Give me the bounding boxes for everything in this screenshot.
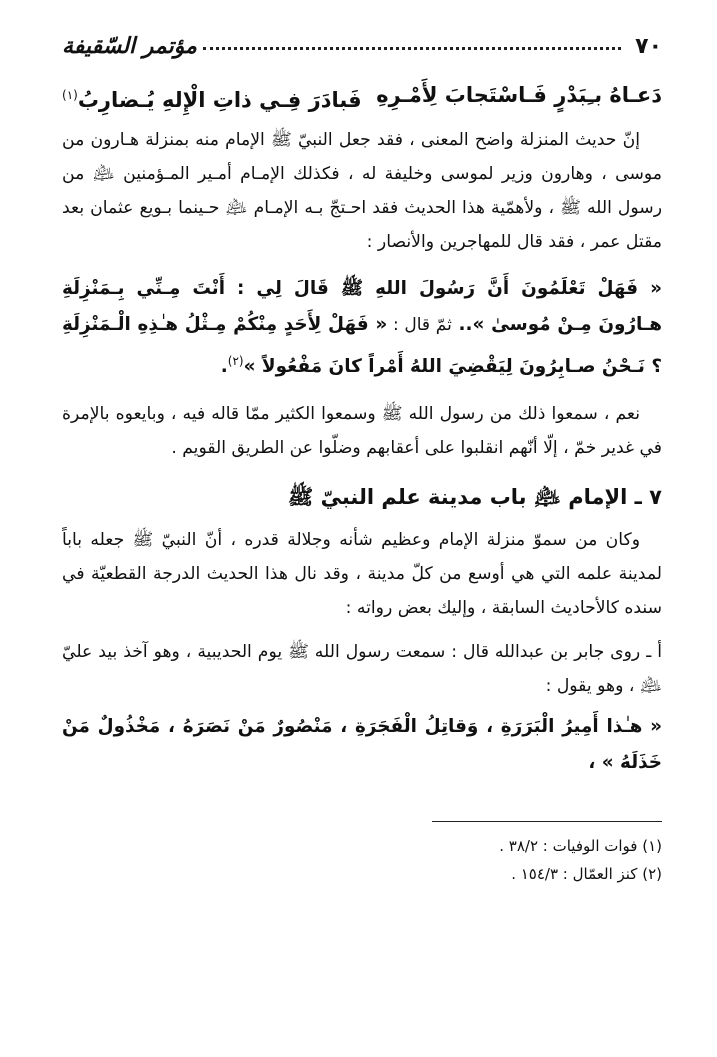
book-page (62, 28, 662, 888)
paragraph-bab-madina: وكان من سموّ منزلة الإمام وعظيم شأنه وجلالة قدره ، أنّ النبيّ ﷺ جعله باباً لمدينة علمه التي هي أوسع من كلّ مدينة ، وقد نال هذا الحديث الدرجة القطعيّة في سنده كالأحاديث السابقة ، وإليك بعض رواته : (62, 530, 662, 619)
footnote-ref-1: (١) (62, 88, 78, 102)
section-heading: ٧ ـ الإمام ﵇ باب مدينة علم النبيّ ﷺ (287, 485, 662, 510)
footnote-separator (432, 821, 662, 822)
paragraph-ghadir: نعم ، سمعوا ذلك من رسول الله ﷺ وسمعوا الكثير ممّا قاله فيه ، وبايعوه بالإمرة في غدير خمّ ، إلّا أنّهم انقلبوا على أعقابهم وضلّوا عن الطريق القويم . (62, 404, 662, 459)
quote-amir-al-barara: « هـٰذا أَمِيرُ الْبَرَرَةِ ، وَقاتِلُ الْفَجَرَةِ ، مَنْصُورٌ مَنْ نَصَرَهُ ، مَخْذُولٌ مَنْ خَذَلَهُ » ، (62, 716, 662, 774)
quote-manzila-end: . (220, 356, 228, 378)
quote-manzila (62, 271, 662, 385)
poem-left-text: فَبادَرَ فِـي ذاتِ الْإِلهِ يُـضارِبُ (77, 88, 362, 112)
page-number: ٧٠ (635, 33, 662, 59)
poem-right-hemistich: دَعـاهُ بـِبَدْرٍ فَـاسْتَجابَ لِأَمْـرِهِ (376, 83, 662, 107)
footnotes (62, 832, 662, 888)
page-header (62, 28, 662, 64)
paragraph-manzila: إنّ حديث المنزلة واضح المعنى ، فقد جعل النبيّ ﷺ الإمام منه بمنزلة هـارون من موسى ، وهارون وزير لموسى وخليفة له ، فكذلك الإمـام أمـير المـؤمنين ﵇ من رسول الله ﷺ ، ولأهمّية هذا الحديث فقد احـتجّ بـه الإمـام ﵇ حـينما بـويع عثمان بعد مقتل عمر ، فقد قال للمهاجرين والأنصار : (62, 130, 662, 252)
paragraph-jabir: أ ـ روى جابر بن عبدالله قال : سمعت رسول الله ﷺ يوم الحديبية ، وهو آخذ بيد عليّ ﵇ ، وهو يقول : (62, 642, 662, 697)
quote-manzila-part2: « فَهَلْ لِأَحَدٍ مِنْكُمْ مِـثْلُ هـٰذِهِ الْـمَنْزِلَةِ ؟ نَـحْنُ صـابِرُونَ لِيَقْضِيَ اللهُ أَمْراً كانَ مَفْعُولاً » (62, 314, 662, 378)
footnote-ref-2: (٢) (227, 354, 244, 368)
quote-manzila-lead: ثمّ قال : (387, 315, 452, 335)
quote-manzila-part1: « فَهَلْ تَعْلَمُونَ أَنَّ رَسُولَ اللهِ ﷺ قَالَ لِي : أَنْتَ مِـنِّي بِـمَنْزِلَةِ هـارُونَ مِـنْ مُوسىٰ ».. (62, 278, 662, 335)
footnote-2: (٢) كنز العمّال : ١٥٤/٣ . (511, 865, 662, 884)
poem-verse (62, 78, 662, 117)
running-book-title: مؤتمر السّقيفة (62, 33, 197, 59)
poem-left-hemistich (62, 78, 362, 117)
header-dotted-rule (203, 47, 621, 50)
footnote-1: (١) فوات الوفيات : ٣٨/٢ . (499, 837, 662, 856)
